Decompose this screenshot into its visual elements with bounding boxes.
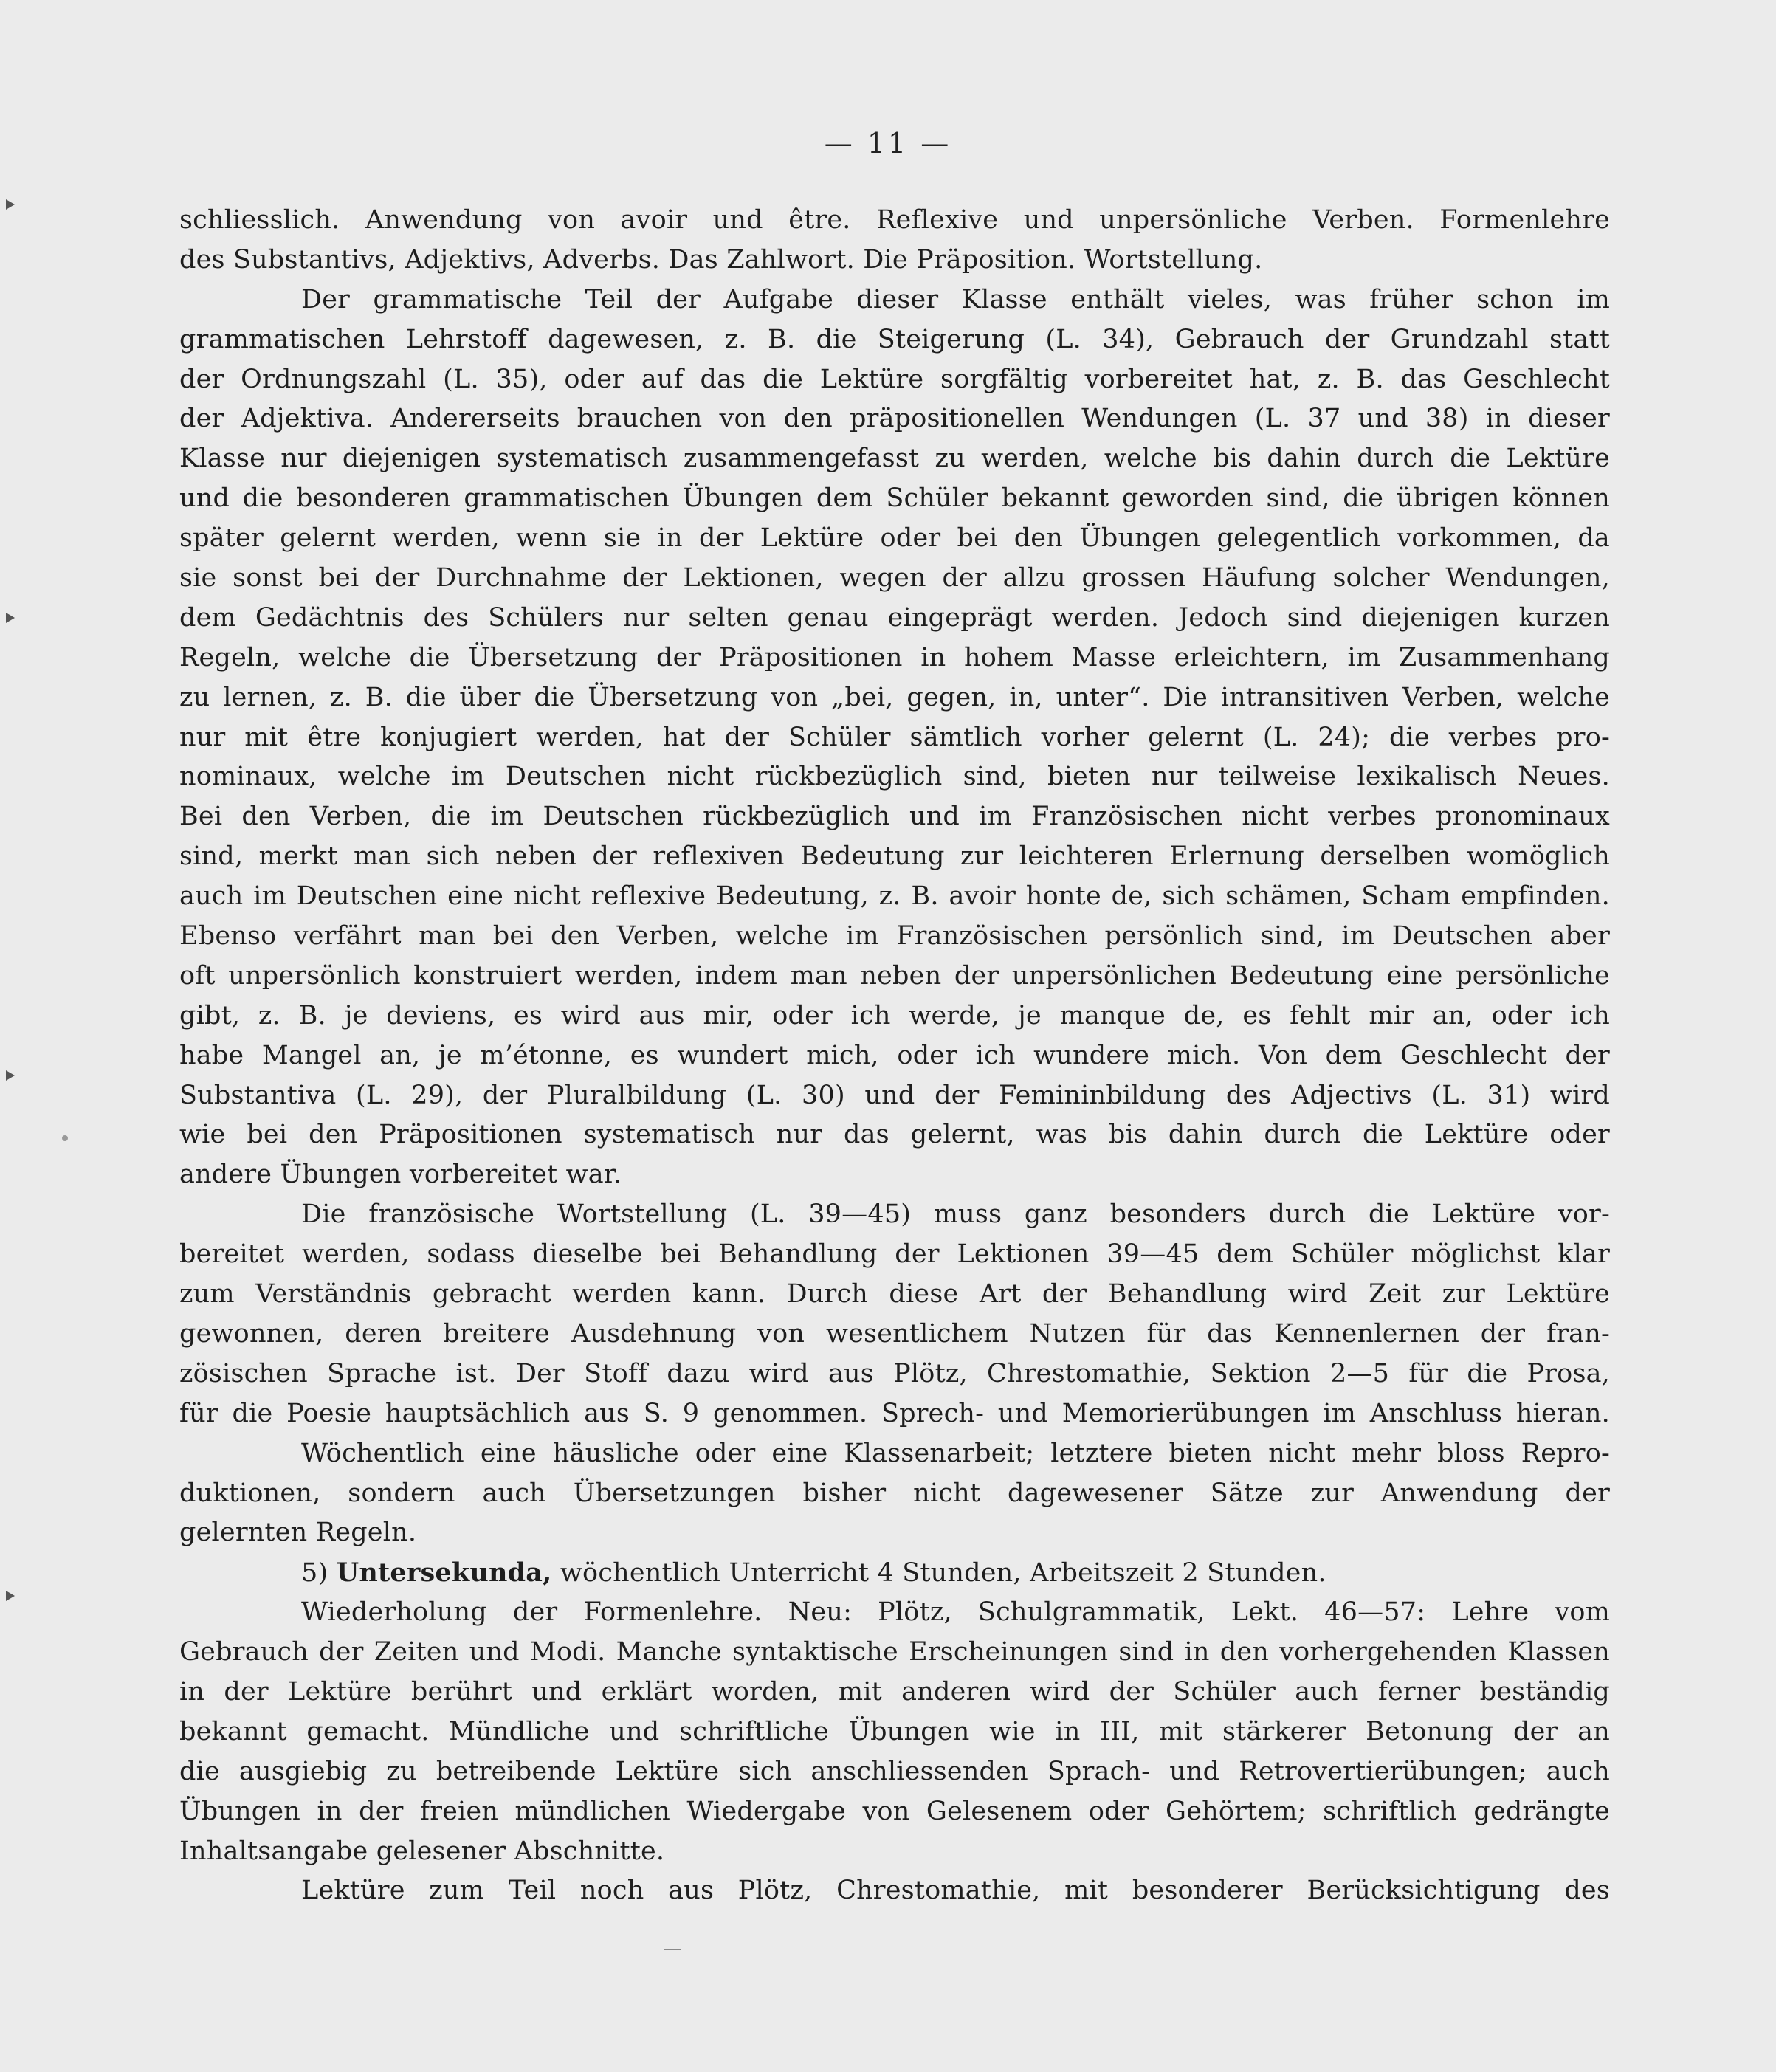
text-line: Klasse nur diejenigen systematisch zusammengefasst zu werden, welche bis dahin durch die Lektüre: [179, 444, 1610, 474]
text-line: gelernten Regeln.: [179, 1518, 417, 1548]
text-line: dem Gedächtnis des Schülers nur selten genau eingeprägt werden. Jedoch sind diejenigen kurzen: [179, 602, 1610, 633]
text-line: zu lernen, z. B. die über die Übersetzung von „bei, gegen, in, unter“. Die intransitiven Verben, welche: [179, 682, 1610, 712]
text-line: Substantiva (L. 29), der Pluralbildung (L. 30) und der Femininbildung des Adjectivs (L. 31) wird: [179, 1080, 1610, 1110]
stray-mark: [664, 1949, 681, 1950]
page-number: — 11 —: [824, 127, 952, 159]
text-line: in der Lektüre berührt und erklärt worden, mit anderen wird der Schüler auch ferner beständig: [179, 1676, 1610, 1707]
text-line: Übungen in der freien mündlichen Wiedergabe von Gelesenem oder Gehörtem; schriftlich gedrängte: [179, 1796, 1610, 1826]
text-line: Inhaltsangabe gelesener Abschnitte.: [179, 1836, 665, 1866]
text-line: der Ordnungszahl (L. 35), oder auf das die Lektüre sorgfältig vorbereitet hat, z. B. das Geschlecht: [179, 364, 1610, 394]
text-line: sind, merkt man sich neben der reflexiven Bedeutung zur leichteren Erlernung derselben womöglich: [179, 841, 1610, 872]
text-line: bereitet werden, sodass dieselbe bei Behandlung der Lektionen 39—45 dem Schüler möglichst klar: [179, 1239, 1610, 1270]
text-line: 5) Untersekunda, wöchentlich Unterricht 4 Stunden, Arbeitszeit 2 Stunden.: [301, 1558, 1326, 1589]
text-line: oft unpersönlich konstruiert werden, indem man neben der unpersönlichen Bedeutung eine persönliche: [179, 960, 1610, 991]
margin-arrow-mark: [6, 199, 15, 210]
text-line: und die besonderen grammatischen Übungen dem Schüler bekannt geworden sind, die übrigen können: [179, 483, 1610, 514]
text-line: der Adjektiva. Andererseits brauchen von den präpositionellen Wendungen (L. 37 und 38) in dieser: [179, 404, 1610, 434]
text-line: Bei den Verben, die im Deutschen rückbezüglich und im Französischen nicht verbes pronominaux: [179, 802, 1610, 832]
margin-arrow-mark: [6, 1591, 15, 1601]
text-line: Die französische Wortstellung (L. 39—45) muss ganz besonders durch die Lektüre vor-: [301, 1200, 1610, 1230]
margin-arrow-mark: [6, 613, 15, 623]
text-line: habe Mangel an, je m’étonne, es wundert mich, oder ich wundere mich. Von dem Geschlecht der: [179, 1040, 1610, 1070]
margin-dot-mark: [62, 1135, 68, 1141]
text-line: gibt, z. B. je deviens, es wird aus mir, oder ich werde, je manque de, es fehlt mir an, oder ich: [179, 1000, 1610, 1030]
text-line: später gelernt werden, wenn sie in der Lektüre oder bei den Übungen gelegentlich vorkommen, da: [179, 523, 1610, 554]
text-line: wie bei den Präpositionen systematisch nur das gelernt, was bis dahin durch die Lektüre oder: [179, 1120, 1610, 1150]
text-line: Regeln, welche die Übersetzung der Präpositionen in hohem Masse erleichtern, im Zusammenhang: [179, 642, 1610, 672]
section-heading: Untersekunda,: [336, 1558, 552, 1589]
text-line: gewonnen, deren breitere Ausdehnung von wesentlichem Nutzen für das Kennenlernen der fran-: [179, 1318, 1610, 1349]
text-line: Ebenso verfährt man bei den Verben, welche im Französischen persönlich sind, im Deutschen aber: [179, 921, 1610, 951]
text-line: Wöchentlich eine häusliche oder eine Klassenarbeit; letztere bieten nicht mehr bloss Repro-: [301, 1438, 1610, 1468]
text-line: bekannt gemacht. Mündliche und schriftliche Übungen wie in III, mit stärkerer Betonung der an: [179, 1716, 1610, 1746]
text-line: Lektüre zum Teil noch aus Plötz, Chrestomathie, mit besonderer Berücksichtigung des: [301, 1876, 1610, 1906]
text-line: die ausgiebig zu betreibende Lektüre sich anschliessenden Sprach- und Retrovertierübungen; auch: [179, 1756, 1610, 1786]
text-line: nur mit être konjugiert werden, hat der Schüler sämtlich vorher gelernt (L. 24); die verbes pro-: [179, 722, 1610, 752]
text-line: andere Übungen vorbereitet war.: [179, 1160, 622, 1190]
text-line: für die Poesie hauptsächlich aus S. 9 genommen. Sprech- und Memorierübungen im Anschluss hieran.: [179, 1398, 1610, 1428]
text-line: grammatischen Lehrstoff dagewesen, z. B. die Steigerung (L. 34), Gebrauch der Grundzahl statt: [179, 324, 1610, 354]
text-line: nominaux, welche im Deutschen nicht rückbezüglich sind, bieten nur teilweise lexikalisch Neues.: [179, 762, 1610, 792]
text-line: Der grammatische Teil der Aufgabe dieser Klasse enthält vieles, was früher schon im: [301, 284, 1610, 314]
text-line: sie sonst bei der Durchnahme der Lektionen, wegen der allzu grossen Häufung solcher Wendungen,: [179, 563, 1610, 593]
text-line: zum Verständnis gebracht werden kann. Durch diese Art der Behandlung wird Zeit zur Lektüre: [179, 1279, 1610, 1309]
text-line: auch im Deutschen eine nicht reflexive Bedeutung, z. B. avoir honte de, sich schämen, Scham empfinden.: [179, 881, 1610, 912]
margin-arrow-mark: [6, 1070, 15, 1081]
text-line: zösischen Sprache ist. Der Stoff dazu wird aus Plötz, Chrestomathie, Sektion 2—5 für die Prosa,: [179, 1358, 1610, 1388]
body-text: [179, 201, 1610, 1911]
text-line: schliesslich. Anwendung von avoir und être. Reflexive und unpersönliche Verben. Formenlehre: [179, 205, 1610, 235]
text-line: des Substantivs, Adjektivs, Adverbs. Das Zahlwort. Die Präposition. Wortstellung.: [179, 244, 1263, 275]
text-line: Wiederholung der Formenlehre. Neu: Plötz, Schulgrammatik, Lekt. 46—57: Lehre vom: [301, 1597, 1610, 1628]
text-line: duktionen, sondern auch Übersetzungen bisher nicht dagewesener Sätze zur Anwendung der: [179, 1478, 1610, 1508]
text-line: Gebrauch der Zeiten und Modi. Manche syntaktische Erscheinungen sind in den vorhergehenden Klassen: [179, 1637, 1610, 1667]
